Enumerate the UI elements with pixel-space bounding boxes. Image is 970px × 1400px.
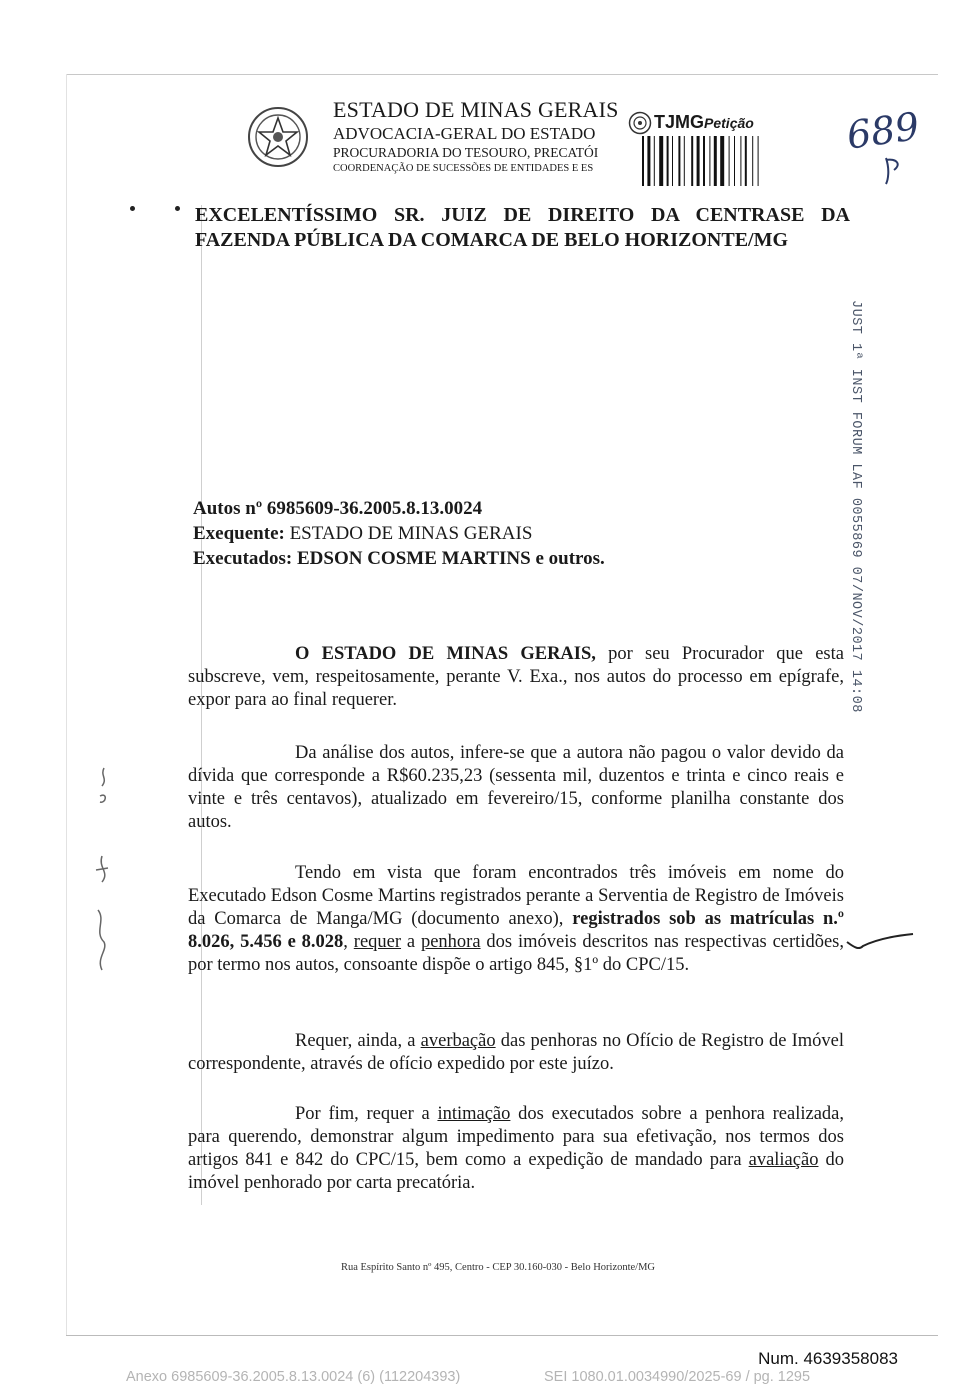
properties-text-c: a — [401, 932, 421, 952]
address-line-2: FAZENDA PÚBLICA DA COMARCA DE BELO HORIZONTE/MG — [195, 229, 789, 251]
letterhead-state: ESTADO DE MINAS GERAIS — [333, 97, 619, 122]
paragraph-debt — [188, 742, 844, 834]
properties-text-b: , — [343, 932, 354, 952]
debt-text: Da análise dos autos, infere-se que a autora não pagou o valor devido da dívida que corresponde a R$60.235,23 (sessenta mil, duzentos e trinta e cinco reais e vinte e três centavos), atualizado em fevereiro/15, conforme planilha constante dos autos. — [188, 743, 844, 832]
intro-lead: O ESTADO DE MINAS GERAIS, — [295, 644, 596, 664]
state-seal-icon — [247, 106, 309, 168]
address-line-1: EXCELENTÍSSIMO SR. JUIZ DE DIREITO DA CENTRASE DA — [195, 204, 850, 226]
handwritten-page-number-drawing — [842, 100, 932, 190]
paragraph-averbacao — [188, 1030, 844, 1076]
averbacao-term: averbação — [420, 1031, 496, 1051]
tjmg-stamp-label: Petição — [704, 115, 754, 131]
case-executados-value: EDSON COSME MARTINS — [296, 548, 531, 569]
handwritten-page-number-text: 689 — [844, 103, 922, 158]
paragraph-intro — [188, 643, 844, 712]
case-autos-value: 6985609-36.2005.8.13.0024 — [266, 498, 483, 519]
handwritten-page-number — [842, 100, 932, 190]
properties-registrations: registrados sob as matrículas n.º 8.026, 5.456 e 8.028 — [188, 909, 844, 952]
case-autos-label: Autos nº — [193, 498, 263, 519]
letterhead-agency: ADVOCACIA-GERAL DO ESTADO — [333, 124, 596, 143]
avaliacao-term: avaliação — [748, 1150, 819, 1170]
tjmg-stamp-text — [654, 111, 754, 134]
case-executados-suffix: e outros. — [535, 548, 605, 569]
handwritten-checkmark-icon — [845, 930, 915, 955]
averbacao-text-b: das penhoras no Ofício de Registro de Imóvel correspondente, através de ofício expedido por este juízo. — [188, 1031, 844, 1074]
properties-text-d: dos imóveis descritos nas respectivas certidões, por termo nos autos, consoante dispõe o artigo 845, §1º do CPC/15. — [188, 932, 844, 975]
scan-dot — [130, 206, 135, 211]
properties-requer: requer — [353, 932, 402, 952]
properties-text-a: Tendo em vista que foram encontrados três imóveis em nome do Executado Edson Cosme Martins registrados perante a Serventia de Registro de Imóveis da Comarca de Manga/MG (documento anexo), — [188, 863, 844, 929]
paragraph-properties — [188, 862, 844, 977]
intimacao-text-b: dos executados sobre a penhora realizada, para querendo, demonstrar algum impedimento para sua efetivação, nos termos dos artigos 841 e 842 do CPC/15, bem como a expedição de mandado para — [188, 1104, 844, 1170]
protocol-stamp: JUST 1ª INST FORUM LAF 0055869 07/NOV/2017 14:08 — [848, 300, 863, 713]
case-executados — [193, 546, 605, 571]
footer-annex-reference: Anexo 6985609-36.2005.8.13.0024 (6) (112204393) — [126, 1369, 461, 1385]
properties-penhora: penhora — [420, 932, 481, 952]
case-exequente-value: ESTADO DE MINAS GERAIS — [289, 523, 533, 544]
case-identification — [193, 496, 605, 571]
scan-border-top — [66, 74, 938, 75]
scan-border-left — [66, 74, 67, 1336]
letterhead-department: PROCURADORIA DO TESOURO, PRECATÓI — [333, 145, 599, 160]
case-executados-label: Executados: — [193, 548, 293, 569]
tjmg-brand: TJMG — [654, 112, 705, 132]
scan-dot — [175, 206, 180, 211]
letterhead — [333, 97, 627, 176]
case-exequente-label: Exequente: — [193, 523, 285, 544]
barcode-icon — [640, 136, 796, 186]
intimacao-term: intimação — [437, 1104, 511, 1124]
document-number: Num. 4639358083 — [758, 1349, 898, 1368]
tjmg-petition-stamp — [624, 108, 799, 186]
intimacao-text-a: Por fim, requer a — [295, 1104, 438, 1124]
scan-border-bottom — [66, 1335, 938, 1336]
footer-sei-reference: SEI 1080.01.0034990/2025-69 / pg. 1295 — [544, 1369, 811, 1385]
intro-text: por seu Procurador que esta subscreve, vem, respeitosamente, perante V. Exa., nos autos do processo em epígrafe, expor para ao final requerer. — [188, 644, 844, 710]
averbacao-text-a: Requer, ainda, a — [295, 1031, 421, 1051]
intimacao-text-c: do imóvel penhorado por carta precatória. — [188, 1150, 844, 1193]
handwritten-margin-notes — [82, 760, 122, 980]
case-exequente — [193, 521, 605, 546]
paragraph-intimacao — [188, 1103, 844, 1195]
letterhead-coordination: COORDENAÇÃO DE SUCESSÕES DE ENTIDADES E ES — [333, 163, 594, 174]
address-heading — [195, 203, 850, 253]
footer-address: Rua Espírito Santo nº 495, Centro - CEP 30.160-030 - Belo Horizonte/MG — [340, 1262, 656, 1273]
tjmg-emblem-icon — [628, 111, 652, 135]
case-autos — [193, 496, 605, 521]
